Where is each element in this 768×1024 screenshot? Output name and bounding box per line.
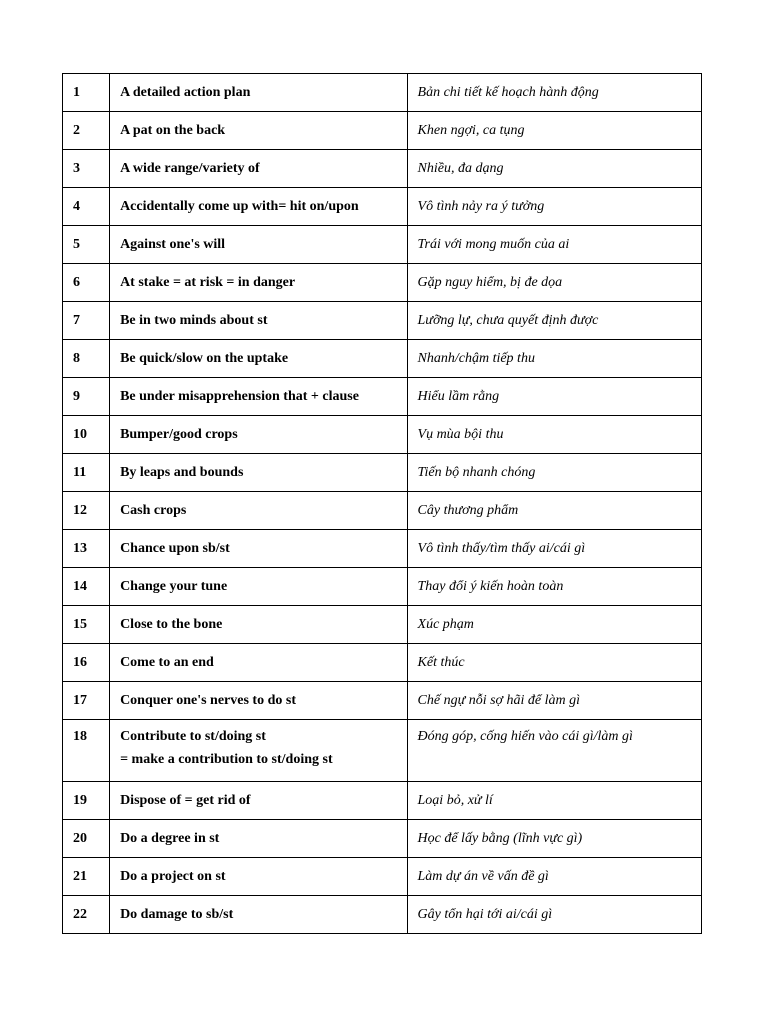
- phrase: Change your tune: [110, 568, 407, 606]
- table-row: [63, 74, 702, 112]
- phrase: Do a degree in st: [110, 820, 407, 858]
- row-number: 21: [63, 858, 110, 896]
- table-row: [63, 264, 702, 302]
- row-number: 14: [63, 568, 110, 606]
- phrase: Do damage to sb/st: [110, 896, 407, 934]
- row-number: 11: [63, 454, 110, 492]
- table-row: [63, 530, 702, 568]
- meaning: Học để lấy bằng (lĩnh vực gì): [407, 820, 701, 858]
- table-row: [63, 820, 702, 858]
- meaning: Vô tình thấy/tìm thấy ai/cái gì: [407, 530, 701, 568]
- row-number: 7: [63, 302, 110, 340]
- row-number: 12: [63, 492, 110, 530]
- table-row: [63, 454, 702, 492]
- row-number: 18: [63, 720, 110, 782]
- phrase: A wide range/variety of: [110, 150, 407, 188]
- phrase: At stake = at risk = in danger: [110, 264, 407, 302]
- phrase: [110, 720, 407, 782]
- row-number: 4: [63, 188, 110, 226]
- meaning: Gây tổn hại tới ai/cái gì: [407, 896, 701, 934]
- phrase: Be in two minds about st: [110, 302, 407, 340]
- row-number: 8: [63, 340, 110, 378]
- phrase: Be quick/slow on the uptake: [110, 340, 407, 378]
- meaning: Nhiều, đa dạng: [407, 150, 701, 188]
- row-number: 3: [63, 150, 110, 188]
- meaning: Loại bỏ, xử lí: [407, 782, 701, 820]
- meaning: Làm dự án về vấn đề gì: [407, 858, 701, 896]
- meaning: Bản chi tiết kế hoạch hành động: [407, 74, 701, 112]
- table-row: [63, 644, 702, 682]
- meaning: Trái với mong muốn của ai: [407, 226, 701, 264]
- phrase: Chance upon sb/st: [110, 530, 407, 568]
- phrase: Cash crops: [110, 492, 407, 530]
- meaning: Vụ mùa bội thu: [407, 416, 701, 454]
- row-number: 5: [63, 226, 110, 264]
- meaning: Khen ngợi, ca tụng: [407, 112, 701, 150]
- phrase: A detailed action plan: [110, 74, 407, 112]
- phrase: Be under misapprehension that + clause: [110, 378, 407, 416]
- meaning: Chế ngự nỗi sợ hãi để làm gì: [407, 682, 701, 720]
- row-number: 22: [63, 896, 110, 934]
- meaning: Xúc phạm: [407, 606, 701, 644]
- row-number: 2: [63, 112, 110, 150]
- table-row: [63, 782, 702, 820]
- phrase: Conquer one's nerves to do st: [110, 682, 407, 720]
- meaning: Gặp nguy hiểm, bị đe dọa: [407, 264, 701, 302]
- table-row: [63, 150, 702, 188]
- table-row: [63, 720, 702, 782]
- table-row: [63, 682, 702, 720]
- table-row: [63, 112, 702, 150]
- phrase: Close to the bone: [110, 606, 407, 644]
- meaning: Thay đổi ý kiến hoàn toàn: [407, 568, 701, 606]
- phrase-line: Contribute to st/doing st: [120, 729, 266, 744]
- table-row: [63, 568, 702, 606]
- meaning: Tiến bộ nhanh chóng: [407, 454, 701, 492]
- meaning: Vô tình nảy ra ý tưởng: [407, 188, 701, 226]
- row-number: 17: [63, 682, 110, 720]
- row-number: 6: [63, 264, 110, 302]
- table-row: [63, 492, 702, 530]
- meaning: Đóng góp, cống hiến vào cái gì/làm gì: [407, 720, 701, 782]
- row-number: 13: [63, 530, 110, 568]
- phrase: By leaps and bounds: [110, 454, 407, 492]
- row-number: 10: [63, 416, 110, 454]
- row-number: 16: [63, 644, 110, 682]
- phrase: Bumper/good crops: [110, 416, 407, 454]
- meaning: Hiểu lầm rằng: [407, 378, 701, 416]
- row-number: 20: [63, 820, 110, 858]
- phrase: Accidentally come up with= hit on/upon: [110, 188, 407, 226]
- row-number: 1: [63, 74, 110, 112]
- phrase: Against one's will: [110, 226, 407, 264]
- table-row: [63, 416, 702, 454]
- table-row: [63, 606, 702, 644]
- table-row: [63, 188, 702, 226]
- table-row: [63, 226, 702, 264]
- table-row: [63, 896, 702, 934]
- row-number: 19: [63, 782, 110, 820]
- table-row: [63, 340, 702, 378]
- row-number: 15: [63, 606, 110, 644]
- phrase-line-equivalent: = make a contribution to st/doing st: [120, 752, 333, 767]
- meaning: Lưỡng lự, chưa quyết định được: [407, 302, 701, 340]
- phrase: A pat on the back: [110, 112, 407, 150]
- phrase: Come to an end: [110, 644, 407, 682]
- meaning: Kết thúc: [407, 644, 701, 682]
- phrase: Dispose of = get rid of: [110, 782, 407, 820]
- meaning: Cây thương phẩm: [407, 492, 701, 530]
- phrase: Do a project on st: [110, 858, 407, 896]
- row-number: 9: [63, 378, 110, 416]
- table-row: [63, 858, 702, 896]
- table-row: [63, 302, 702, 340]
- meaning: Nhanh/chậm tiếp thu: [407, 340, 701, 378]
- table-row: [63, 378, 702, 416]
- vocabulary-table: [62, 73, 702, 934]
